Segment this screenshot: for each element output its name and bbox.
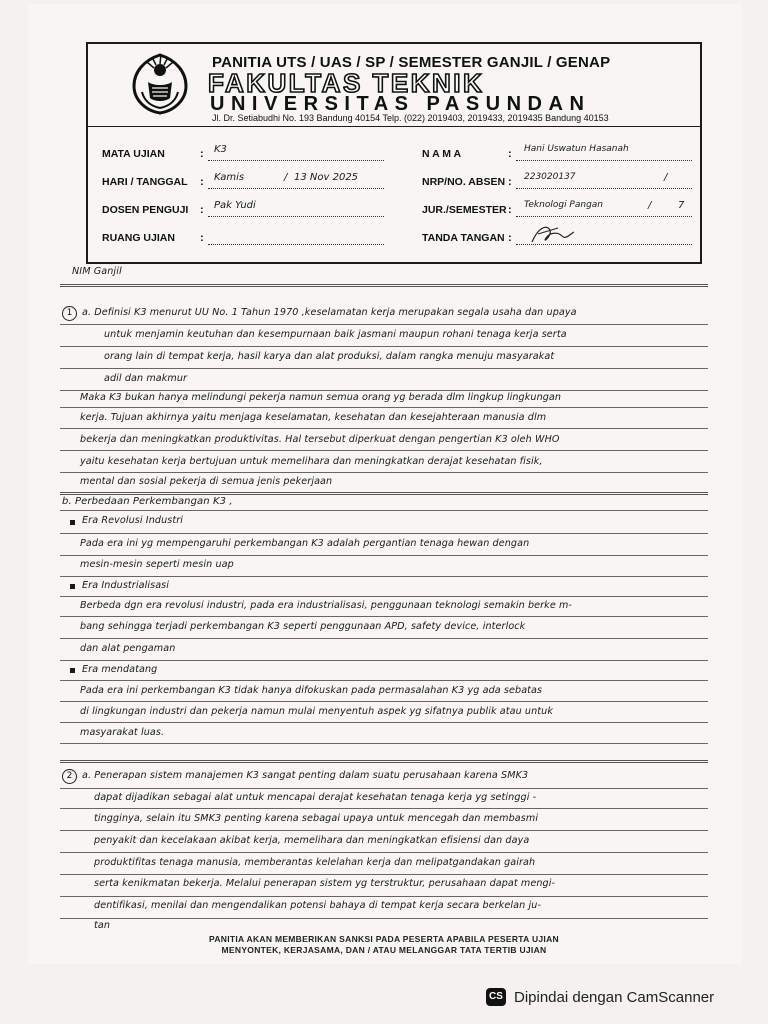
value-semester[interactable]: 7 (678, 200, 685, 211)
answer-line: kerja. Tujuan akhirnya yaitu menjaga keselamatan, kesehatan dan kesejahteraan manusia dlm (80, 412, 547, 423)
exam-header-box (86, 42, 702, 264)
line-mata-ujian (208, 160, 384, 161)
colon: : (200, 204, 204, 216)
answer-line: Pada era ini perkembangan K3 tidak hanya difokuskan pada permasalahan K3 yg ada sebatas (80, 685, 543, 696)
bullet-icon (70, 520, 75, 525)
ruled-line (60, 896, 708, 897)
answer-line: a. Definisi K3 menurut UU No. 1 Tahun 1970 ,keselamatan kerja merupakan segala usaha dan upaya (82, 307, 577, 318)
answer-line: dan alat pengaman (80, 643, 176, 654)
answer-line: di lingkungan industri dan pekerja namun mulai menyentuh aspek yg sifatnya publik atau untuk (80, 706, 553, 717)
ruled-line (60, 722, 708, 723)
ruled-line (60, 555, 708, 556)
ruled-line (60, 407, 708, 408)
label-hari-tanggal: HARI / TANGGAL (102, 176, 188, 188)
jur-separator: / (648, 200, 652, 211)
answer-line: serta kenikmatan bekerja. Melalui penerapan sistem yg terstruktur, perusahaan dapat mengi- (94, 878, 556, 889)
ruled-line (60, 760, 708, 763)
answer-line: dentifikasi, menilai dan mengendalikan potensi bahaya di tempat kerja secara berkelan ju- (94, 900, 542, 911)
answer-line: tan (94, 920, 111, 931)
colon: : (508, 148, 512, 160)
answer-line: Berbeda dgn era revolusi industri, pada era industrialisasi, penggunaan teknologi semakin berke m- (80, 600, 572, 611)
university-title: UNIVERSITAS PASUNDAN (210, 93, 591, 115)
ruled-line (60, 808, 708, 809)
ruled-line (60, 472, 708, 473)
answer-line: masyarakat luas. (80, 727, 165, 738)
line-jur-semester (516, 216, 692, 217)
ruled-line (60, 390, 708, 391)
ruled-line (60, 533, 708, 534)
answer-line: tingginya, selain itu SMK3 penting karena sebagai upaya untuk mencegah dan membasmi (94, 813, 539, 824)
camscanner-watermark (486, 986, 714, 1008)
ruled-line (60, 450, 708, 451)
header-top (88, 44, 700, 127)
value-hari[interactable]: Kamis (214, 172, 245, 183)
answer-line: Maka K3 bukan hanya melindungi pekerja namun semua orang yg berada dlm lingkup lingkungan (80, 392, 562, 403)
ruled-line (60, 918, 708, 919)
university-address: Jl. Dr. Setiabudhi No. 193 Bandung 40154 Telp. (022) 2019403, 2019433, 2019435 Bandung 40153 (212, 113, 609, 123)
label-dosen-penguji: DOSEN PENGUJI (102, 204, 189, 216)
value-dosen-penguji[interactable]: Pak Yudi (214, 200, 256, 211)
footer-warning-line2: MENYONTEK, KERJASAMA, DAN / ATAU MELANGGAR TATA TERTIB UJIAN (221, 945, 547, 955)
label-ruang-ujian: RUANG UJIAN (102, 232, 175, 244)
line-hari-tanggal (208, 188, 384, 189)
question-number-1: 1 (62, 306, 77, 321)
answer-line: dapat dijadikan sebagai alat untuk mencapai derajat kesehatan tenaga kerja yg setinggi - (94, 792, 537, 803)
ruled-line (60, 788, 708, 789)
committee-title: PANITIA UTS / UAS / SP / SEMESTER GANJIL / GENAP (212, 54, 611, 71)
nim-note: NIM Ganjil (72, 266, 122, 277)
answer-line: penyakit dan kecelakaan akibat kerja, memelihara dan meningkatkan efisiensi dan daya (94, 835, 530, 846)
ruled-line (60, 368, 708, 369)
university-logo-icon (128, 52, 192, 116)
ruled-line (60, 428, 708, 429)
label-tanda-tangan: TANDA TANGAN (422, 232, 505, 244)
answer-line: a. Penerapan sistem manajemen K3 sangat penting dalam suatu perusahaan karena SMK3 (82, 770, 529, 781)
line-nama (516, 160, 692, 161)
value-nrp[interactable]: 223020137 (524, 172, 576, 182)
colon: : (200, 176, 204, 188)
ruled-line (60, 852, 708, 853)
answer-line: mental dan sosial pekerja di semua jenis pekerjaan (80, 476, 333, 487)
ruled-line (60, 680, 708, 681)
ruled-line (60, 510, 708, 511)
answer-line: orang lain di tempat kerja, hasil karya dan alat produksi, dalam rangka menuju masyarakat (104, 351, 555, 362)
ruled-line (60, 284, 708, 287)
answer-line: Pada era ini yg mempengaruhi perkembangan K3 adalah pergantian tenaga hewan dengan (80, 538, 530, 549)
colon: : (508, 204, 512, 216)
value-jurusan[interactable]: Teknologi Pangan (524, 200, 604, 210)
ruled-line (60, 596, 708, 597)
signature-icon (528, 220, 578, 250)
section-b-title: b. Perbedaan Perkembangan K3 , (62, 496, 233, 507)
ruled-line (60, 660, 708, 661)
ruled-line (60, 701, 708, 702)
value-nama[interactable]: Hani Uswatun Hasanah (524, 144, 629, 154)
ruled-line (60, 492, 708, 495)
subsection-title: Era Revolusi Industri (82, 515, 184, 526)
subsection-title: Era mendatang (82, 664, 158, 675)
colon: : (508, 232, 512, 244)
ruled-line (60, 576, 708, 577)
camscanner-text: Dipindai dengan CamScanner (514, 988, 715, 1006)
bullet-icon (70, 584, 75, 589)
answer-line: untuk menjamin keutuhan dan kesempurnaan baik jasmani maupun rohani tenaga kerja serta (104, 329, 567, 340)
line-ruang-ujian[interactable] (208, 244, 384, 245)
ruled-line (60, 638, 708, 639)
ruled-line (60, 324, 708, 325)
ruled-line (60, 743, 708, 744)
ruled-line (60, 346, 708, 347)
colon: : (200, 148, 204, 160)
nrp-separator: / (664, 172, 668, 183)
line-dosen-penguji (208, 216, 384, 217)
subsection-title: Era Industrialisasi (82, 580, 170, 591)
answer-line: bekerja dan meningkatkan produktivitas. Hal tersebut diperkuat dengan pengertian K3 oleh WHO (80, 434, 560, 445)
label-mata-ujian: MATA UJIAN (102, 148, 165, 160)
label-nrp: NRP/NO. ABSEN (422, 176, 506, 188)
answer-line: yaitu kesehatan kerja bertujuan untuk memelihara dan meningkatkan derajat kesehatan fisik, (80, 456, 543, 467)
ruled-line (60, 830, 708, 831)
value-mata-ujian[interactable]: K3 (214, 144, 227, 155)
camscanner-logo-icon: CS (486, 988, 506, 1006)
colon: : (508, 176, 512, 188)
line-nrp (516, 188, 692, 189)
colon: : (200, 232, 204, 244)
faculty-title: FAKULTAS TEKNIK (208, 68, 485, 98)
question-number-2: 2 (62, 769, 77, 784)
bullet-icon (70, 668, 75, 673)
label-jur-semester: JUR./SEMESTER (422, 204, 507, 216)
answer-line: produktifitas tenaga manusia, memberantas kelelahan kerja dan melipatgandakan gairah (94, 857, 536, 868)
ruled-line (60, 616, 708, 617)
answer-line: adil dan makmur (104, 373, 188, 384)
label-nama: N A M A (422, 148, 462, 160)
value-tanggal[interactable]: 13 Nov 2025 (294, 172, 359, 183)
value-tanggal-separator: / (284, 172, 288, 183)
footer-warning-line1: PANITIA AKAN MEMBERIKAN SANKSI PADA PESERTA APABILA PESERTA UJIAN (209, 934, 559, 944)
answer-line: mesin-mesin seperti mesin uap (80, 559, 234, 570)
answer-line: bang sehingga terjadi perkembangan K3 seperti penggunaan APD, safety device, interlock (80, 621, 526, 632)
ruled-line (60, 874, 708, 875)
